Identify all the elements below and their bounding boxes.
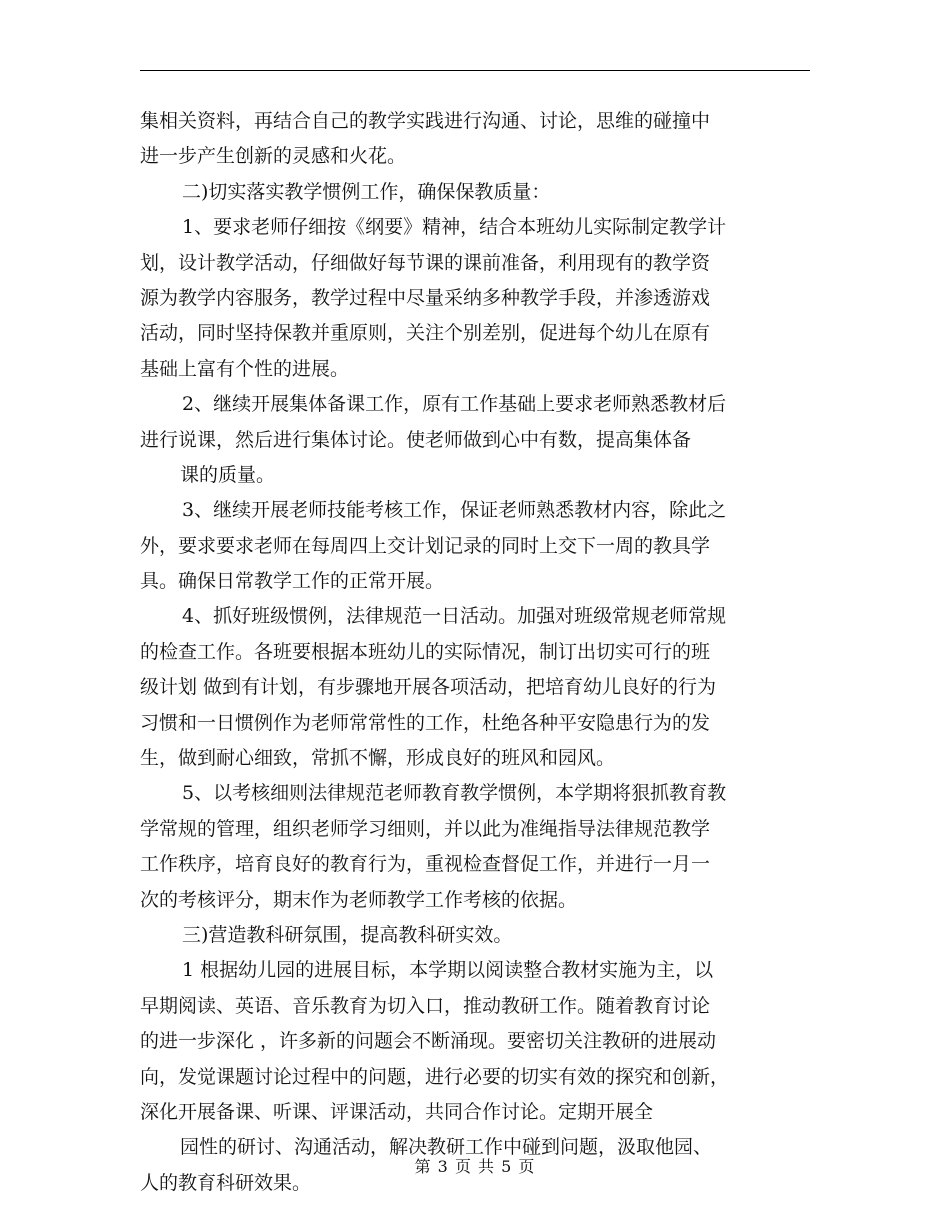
page-number-footer: 第 3 页 共 5 页 <box>414 1157 536 1176</box>
section-heading: 三)营造教科研氛围，提高教科研实效。 <box>182 923 513 946</box>
text-line: 3、继续开展老师技能考核工作，保证老师熟悉教材内容，除此之 <box>182 499 727 522</box>
text-line: 生，做到耐心细致，常抓不懈，形成良好的班风和园风。 <box>140 747 616 770</box>
section-heading: 二)切实落实教学惯例工作，确保保教质量： <box>182 180 551 203</box>
text-line: 课的质量。 <box>180 463 276 486</box>
text-line: 人的教育科研效果。 <box>140 1171 312 1194</box>
text-line: 4、抓好班级惯例，法律规范一日活动。加强对班级常规老师常规 <box>182 605 727 628</box>
text-line: 的进一步深化 ，许多新的问题会不断涌现。要密切关注教研的进展动 <box>140 1030 717 1053</box>
text-line: 外，要求要求老师在每周四上交计划记录的同时上交下一周的教具学 <box>140 534 711 557</box>
text-line: 1 根据幼儿园的进展目标，本学期以阅读整合教材实施为主，以 <box>182 959 714 982</box>
text-line: 工作秩序，培育良好的教育行为，重视检查督促工作，并进行一月一 <box>140 853 711 876</box>
text-line: 深化开展备课、听课、评课活动，共同合作讨论。定期开展全 <box>140 1100 654 1123</box>
header-rule <box>140 70 810 71</box>
text-line: 的检查工作。各班要根据本班幼儿的实际情况，制订出切实可行的班 <box>140 640 711 663</box>
text-line: 早期阅读、英语、音乐教育为切入口，推动教研工作。随着教育讨论 <box>140 994 711 1017</box>
text-line: 向，发觉课题讨论过程中的问题，进行必要的切实有效的探究和创新， <box>140 1065 730 1088</box>
text-line: 进行说课，然后进行集体讨论。使老师做到心中有数，提高集体备 <box>140 428 692 451</box>
document-body <box>140 104 810 1201</box>
text-line: 具。确保日常教学工作的正常开展。 <box>140 570 445 593</box>
text-line: 5、以考核细则法律规范老师教育教学惯例，本学期将狠抓教育教 <box>182 782 727 805</box>
text-line: 进一步产生创新的灵感和火花。 <box>140 145 407 168</box>
text-line: 2、继续开展集体备课工作，原有工作基础上要求老师熟悉教材后 <box>182 393 727 416</box>
text-line: 园性的研讨、沟通活动，解决教研工作中碰到问题，汲取他园、 <box>180 1136 713 1159</box>
text-line: 集相关资料，再结合自己的教学实践进行沟通、讨论，思维的碰撞中 <box>140 110 711 132</box>
text-line: 活动，同时坚持保教并重原则，关注个别差别，促进每个幼儿在原有 <box>140 322 711 345</box>
text-line: 1、要求老师仔细按《纲要》精神，结合本班幼儿实际制定教学计 <box>182 216 727 239</box>
text-line: 划，设计教学活动，仔细做好每节课的课前准备，利用现有的教学资 <box>140 251 711 274</box>
text-line: 学常规的管理，组织老师学习细则，并以此为准绳指导法律规范教学 <box>140 817 711 840</box>
text-line: 次的考核评分，期末作为老师教学工作考核的依据。 <box>140 888 578 911</box>
text-line: 级计划 做到有计划，有步骤地开展各项活动，把培育幼儿良好的行为 <box>140 676 717 699</box>
text-line: 源为教学内容服务，教学过程中尽量采纳多种教学手段，并渗透游戏 <box>140 286 711 309</box>
text-line: 习惯和一日惯例作为老师常常性的工作，杜绝各种平安隐患行为的发 <box>140 711 711 734</box>
text-line: 基础上富有个性的进展。 <box>140 357 350 380</box>
